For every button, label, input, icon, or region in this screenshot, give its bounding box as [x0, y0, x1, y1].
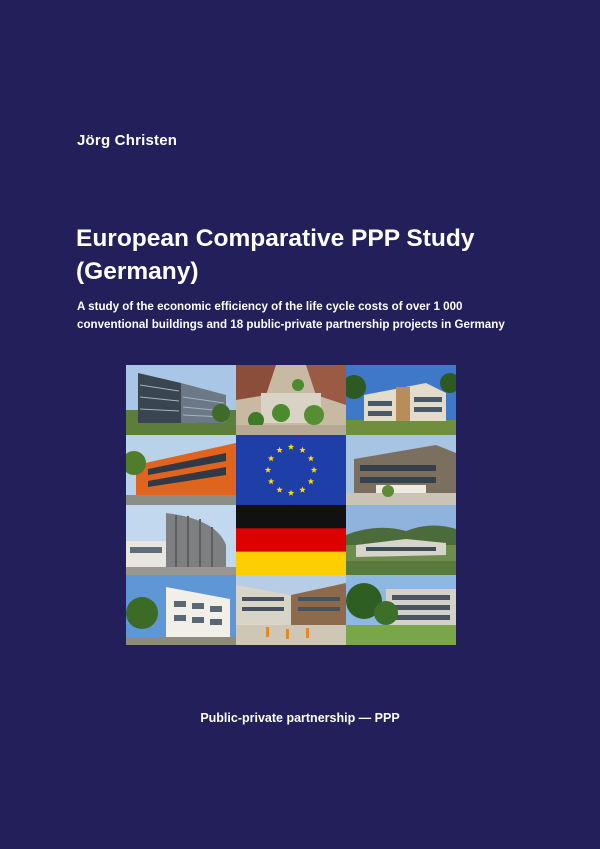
plaza-building-photo: [236, 575, 346, 645]
photo-mosaic: [126, 365, 456, 645]
germany-flag: [236, 505, 346, 575]
title-line-2: (Germany): [76, 258, 199, 285]
book-subtitle: [77, 298, 557, 334]
author-name: Jörg Christen: [77, 132, 178, 149]
subtitle-line-2: conventional buildings and 18 public-private partnership projects in Germany: [77, 318, 505, 331]
campus-landscape-photo: [346, 505, 456, 575]
title-line-1: European Comparative PPP Study: [76, 225, 475, 252]
modern-office-building-photo: [126, 365, 236, 435]
building-with-lawn-photo: [346, 575, 456, 645]
orange-facade-building-photo: [126, 435, 236, 505]
book-title: [76, 222, 546, 288]
curved-concrete-building-photo: [126, 505, 236, 575]
grey-building-photo: [346, 435, 456, 505]
subtitle-line-1: A study of the economic efficiency of the life cycle costs of over 1 000: [77, 300, 463, 313]
aerial-courtyard-photo: [236, 365, 346, 435]
white-facade-building-photo: [126, 575, 236, 645]
footer-tagline: Public-private partnership — PPP: [200, 711, 400, 725]
school-building-photo: [346, 365, 456, 435]
eu-flag: [236, 435, 346, 505]
